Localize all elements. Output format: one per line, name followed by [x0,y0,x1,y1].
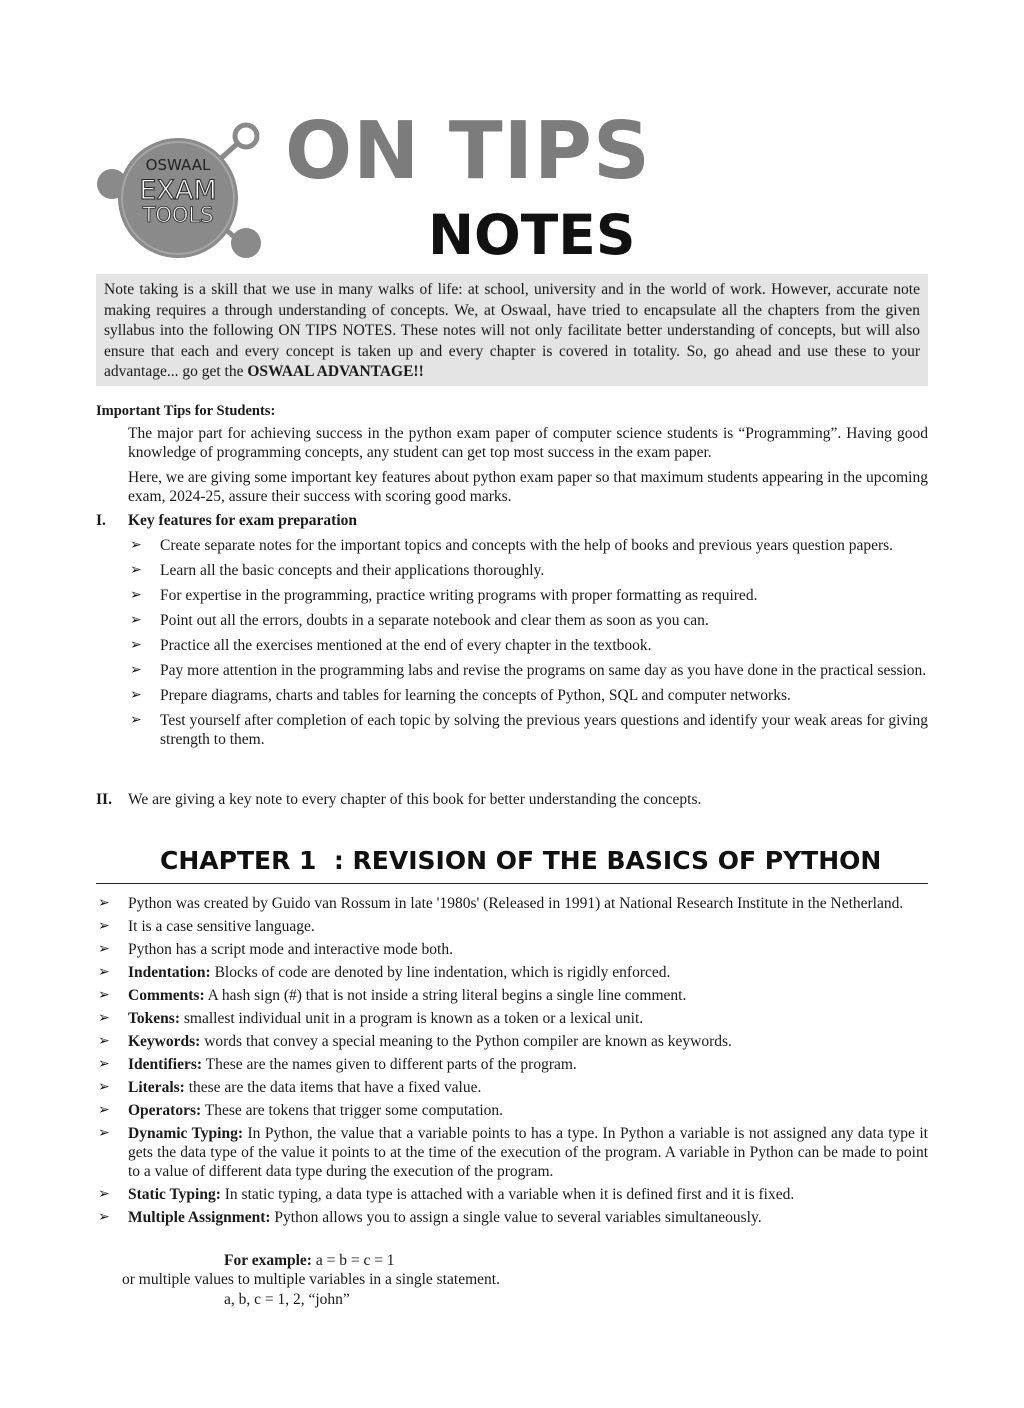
arrow-bullet-icon: ➢ [98,1079,110,1095]
list-item: ➢ Keywords: words that convey a special meaning to the Python compiler are known as keywords. [98,1033,732,1050]
list-item: ➢ Learn all the basic concepts and their applications thoroughly. [130,562,545,579]
logo-text-exam: EXAM [139,175,217,206]
arrow-bullet-icon: ➢ [98,918,110,934]
oswaal-exam-tools-logo [88,118,278,268]
list-item: ➢ Identifiers: These are the names given to different parts of the program. [98,1056,577,1073]
section-2-text: We are giving a key note to every chapter of this book for better understanding the concepts. [128,791,702,808]
arrow-bullet-icon: ➢ [98,1102,110,1118]
arrow-bullet-icon: ➢ [98,1056,110,1072]
list-item: ➢ Tokens: smallest individual unit in a program is known as a token or a lexical unit. [98,1010,644,1027]
list-item: ➢ Comments: A hash sign (#) that is not inside a string literal begins a single line comment. [98,987,687,1004]
list-item: ➢ Test yourself after completion of each topic by solving the previous years questions and identify your weak areas for giving strength to them. [130,712,928,748]
list-item: ➢ Indentation: Blocks of code are denoted by line indentation, which is rigidly enforced. [98,964,671,981]
arrow-bullet-icon: ➢ [130,687,142,703]
arrow-bullet-icon: ➢ [130,562,142,578]
arrow-bullet-icon: ➢ [98,895,110,911]
arrow-bullet-icon: ➢ [130,637,142,653]
arrow-bullet-icon: ➢ [130,612,142,628]
section-1-heading: Key features for exam preparation [128,512,358,529]
tips-heading: Important Tips for Students: [96,403,276,419]
page-subtitle: NOTES [428,203,636,267]
arrow-bullet-icon: ➢ [98,1209,110,1225]
tips-paragraph-2: Here, we are giving some important key features about python exam paper so that maximum students appearing in the upcoming exam, 2024-25, assure their success with scoring good marks. [128,469,928,505]
arrow-bullet-icon: ➢ [130,587,142,603]
chapter-title: CHAPTER 1 : REVISION OF THE BASICS OF PYTHON [160,846,882,875]
list-item: ➢ Literals: these are the data items that have a fixed value. [98,1079,482,1096]
section-2-number: II. [96,791,112,808]
example-line [224,1251,395,1270]
arrow-bullet-icon: ➢ [98,1010,110,1026]
list-item: ➢ Prepare diagrams, charts and tables for learning the concepts of Python, SQL and computer networks. [130,687,791,704]
multiple-values-line: or multiple values to multiple variables in a single statement. [122,1271,500,1288]
intro-text: Note taking is a skill that we use in many walks of life: at school, university and in the world of work. However, accurate note making requires a through understanding of concepts. We, at Oswaal, have tried to encapsulate all the chapters from the given syllabus into the following ON TIPS NOTES. These notes will not only facilitate better understanding of concepts, but will also ensure that each and every concept is taken up and every chapter is covered in totality. So, go ahead and use these to your advantage... go get the [104,281,920,380]
arrow-bullet-icon: ➢ [130,712,142,728]
arrow-bullet-icon: ➢ [98,987,110,1003]
list-item: ➢ For expertise in the programming, practice writing programs with proper formatting as required. [130,587,758,604]
list-item: ➢ Python has a script mode and interactive mode both. [98,941,453,958]
section-1-number: I. [96,512,106,529]
arrow-bullet-icon: ➢ [130,662,142,678]
list-item: ➢ Pay more attention in the programming labs and revise the programs on same day as you have done in the practical session. [130,662,927,679]
list-item: ➢ Static Typing: In static typing, a data type is attached with a variable when it is defined first and it is fixed. [98,1186,795,1203]
arrow-bullet-icon: ➢ [98,1186,110,1202]
arrow-bullet-icon: ➢ [98,964,110,980]
list-item: ➢ Practice all the exercises mentioned at the end of every chapter in the textbook. [130,637,652,654]
list-item: ➢ It is a case sensitive language. [98,918,315,935]
example-label: For example: [224,1252,312,1269]
key-features-list [128,536,928,749]
list-item: ➢ Operators: These are tokens that trigger some computation. [98,1102,504,1119]
list-item: ➢ Dynamic Typing: In Python, the value that a variable points to has a type. In Python a variable is not assigned any data type it gets the data type of the value it points to at the time of the execution of the program. A variable in Python can be made to point to a value of different data type during the execution of the program. [98,1125,928,1180]
arrow-bullet-icon: ➢ [98,1033,110,1049]
page-title: ON TIPS [285,105,651,197]
logo-text-oswaal: OSWAAL [145,156,211,174]
logo-text-tools: TOOLS [142,203,214,227]
chapter-divider [96,883,928,884]
multiple-values-code: a, b, c = 1, 2, “john” [224,1291,350,1308]
list-item: ➢ Point out all the errors, doubts in a separate notebook and clear them as soon as you can. [130,612,709,629]
list-item: ➢ Multiple Assignment: Python allows you to assign a single value to several variables simultaneously. [98,1209,762,1226]
example-code: a = b = c = 1 [311,1252,395,1269]
intro-box [96,274,928,386]
list-item: ➢ Python was created by Guido van Rossum in late '1980s' (Released in 1991) at National Research Institute in the Netherland. [98,895,904,912]
arrow-bullet-icon: ➢ [130,537,142,553]
tips-paragraph-1: The major part for achieving success in the python exam paper of computer science students is “Programming”. Having good knowledge of programming concepts, any student can get top most success in the exam paper. [128,425,928,461]
arrow-bullet-icon: ➢ [98,1125,110,1141]
list-item: ➢ Create separate notes for the important topics and concepts with the help of books and previous years question papers. [130,537,894,554]
arrow-bullet-icon: ➢ [98,941,110,957]
intro-advantage: OSWAAL ADVANTAGE!! [247,363,424,380]
chapter-notes-list [96,894,928,1231]
